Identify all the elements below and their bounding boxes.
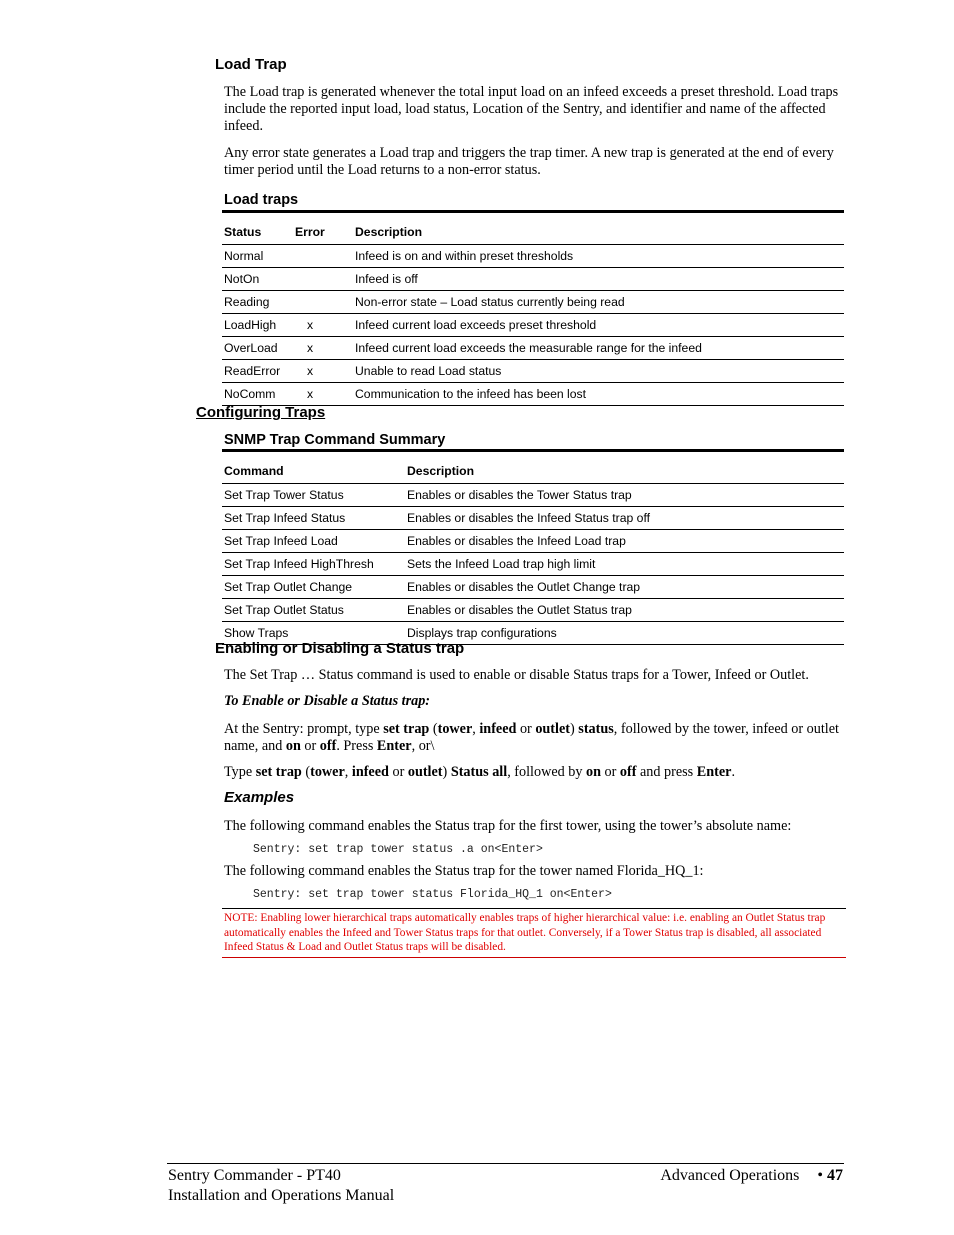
footer-product-title: Sentry Commander - PT40: [168, 1167, 341, 1184]
description-cell: Sets the Infeed Load trap high limit: [405, 553, 844, 576]
table-row: [222, 291, 844, 314]
footer-left: [168, 1166, 394, 1206]
footer-right: [660, 1166, 843, 1186]
command-cell: Set Trap Infeed Status: [222, 507, 405, 530]
table-row: [222, 268, 844, 291]
load-traps-table-title: Load traps: [224, 192, 299, 208]
procedure-step-1: At the Sentry: prompt, type set trap (tower, infeed or outlet) status, followed by the tower, infeed or outlet name, and on or off. Press Enter, or\: [224, 721, 839, 754]
command-cell: Show Traps: [222, 622, 405, 645]
snmp-trap-command-table: [222, 449, 844, 645]
section-heading-configuring-traps: Configuring Traps: [196, 404, 326, 421]
description-cell: Infeed is on and within preset thresholds: [353, 245, 844, 268]
example-2-code: Sentry: set trap tower status Florida_HQ_1 on<Enter>: [253, 888, 612, 901]
footer-manual-title: Installation and Operations Manual: [168, 1187, 395, 1204]
load-trap-paragraph-2: Any error state generates a Load trap and triggers the trap timer. A new trap is generated at the end of every timer period until the Load returns to a non-error status.: [224, 145, 834, 178]
status-cell: OverLoad: [222, 337, 293, 360]
command-cell: Set Trap Infeed Load: [222, 530, 405, 553]
table-header-row: [222, 212, 844, 245]
description-cell: Infeed is off: [353, 268, 844, 291]
load-trap-paragraph-1: The Load trap is generated whenever the total input load on an infeed exceeds a preset threshold. Load traps include the reported input load, load status, Location of the Sentry, and identifier and name of the affected infeed.: [224, 84, 839, 134]
table-row: [222, 383, 844, 406]
example-1-description: The following command enables the Status trap for the first tower, using the tower’s absolute name:: [224, 818, 792, 834]
page-number: 47: [827, 1167, 843, 1184]
table-row: [222, 599, 844, 622]
enabling-intro-paragraph: The Set Trap … Status command is used to enable or disable Status traps for a Tower, Infeed or Outlet.: [224, 667, 809, 683]
description-cell: Enables or disables the Infeed Status trap off: [405, 507, 844, 530]
status-cell: Reading: [222, 291, 293, 314]
footer-divider: [167, 1163, 844, 1164]
column-header-description: Description: [405, 451, 844, 484]
description-cell: Infeed current load exceeds preset threshold: [353, 314, 844, 337]
status-cell: NotOn: [222, 268, 293, 291]
error-cell: [293, 245, 353, 268]
command-cell: Set Trap Outlet Status: [222, 599, 405, 622]
column-header-status: Status: [222, 212, 293, 245]
description-cell: Enables or disables the Outlet Status trap: [405, 599, 844, 622]
table-row: [222, 360, 844, 383]
footer-section-name: Advanced Operations: [660, 1167, 800, 1184]
column-header-command: Command: [222, 451, 405, 484]
snmp-table-title: SNMP Trap Command Summary: [224, 432, 446, 448]
status-cell: ReadError: [222, 360, 293, 383]
description-cell: Unable to read Load status: [353, 360, 844, 383]
table-row: [222, 337, 844, 360]
error-cell: x: [293, 314, 353, 337]
error-cell: [293, 268, 353, 291]
description-cell: Non-error state – Load status currently being read: [353, 291, 844, 314]
status-cell: Normal: [222, 245, 293, 268]
table-row: [222, 530, 844, 553]
error-cell: [293, 291, 353, 314]
status-cell: LoadHigh: [222, 314, 293, 337]
error-cell: x: [293, 360, 353, 383]
table-header-row: [222, 451, 844, 484]
example-1-code: Sentry: set trap tower status .a on<Enter>: [253, 843, 543, 856]
description-cell: Enables or disables the Outlet Change trap: [405, 576, 844, 599]
section-heading-load-trap: Load Trap: [215, 56, 287, 73]
column-header-error: Error: [293, 212, 353, 245]
examples-heading: Examples: [224, 789, 295, 806]
table-row: [222, 314, 844, 337]
table-row: [222, 553, 844, 576]
table-row: [222, 245, 844, 268]
description-cell: Displays trap configurations: [405, 622, 844, 645]
description-cell: Communication to the infeed has been lost: [353, 383, 844, 406]
description-cell: Infeed current load exceeds the measurable range for the infeed: [353, 337, 844, 360]
note-box: NOTE: Enabling lower hierarchical traps automatically enables traps of higher hierarchical value: i.e. enabling an Outlet Status trap automatically enables the Infeed and Tower Status traps for that outlet. Conversely, if a Tower Status trap is disabled, all associated Infeed Status & Load and Outlet Status traps will be disabled.: [222, 908, 846, 958]
command-cell: Set Trap Infeed HighThresh: [222, 553, 405, 576]
example-2-description: The following command enables the Status trap for the tower named Florida_HQ_1:: [224, 863, 704, 879]
load-traps-table: [222, 210, 844, 406]
command-cell: Set Trap Tower Status: [222, 484, 405, 507]
procedure-title: To Enable or Disable a Status trap:: [224, 693, 431, 709]
status-cell: NoComm: [222, 383, 293, 406]
description-cell: Enables or disables the Tower Status trap: [405, 484, 844, 507]
column-header-description: Description: [353, 212, 844, 245]
table-row: [222, 507, 844, 530]
description-cell: Enables or disables the Infeed Load trap: [405, 530, 844, 553]
table-row: [222, 576, 844, 599]
procedure-step-2: Type set trap (tower, infeed or outlet) Status all, followed by on or off and press Enter.: [224, 764, 735, 780]
command-cell: Set Trap Outlet Change: [222, 576, 405, 599]
error-cell: x: [293, 337, 353, 360]
table-row: [222, 484, 844, 507]
footer-bullet: •: [817, 1167, 823, 1184]
error-cell: x: [293, 383, 353, 406]
section-heading-enabling-status-trap: Enabling or Disabling a Status trap: [215, 640, 465, 657]
